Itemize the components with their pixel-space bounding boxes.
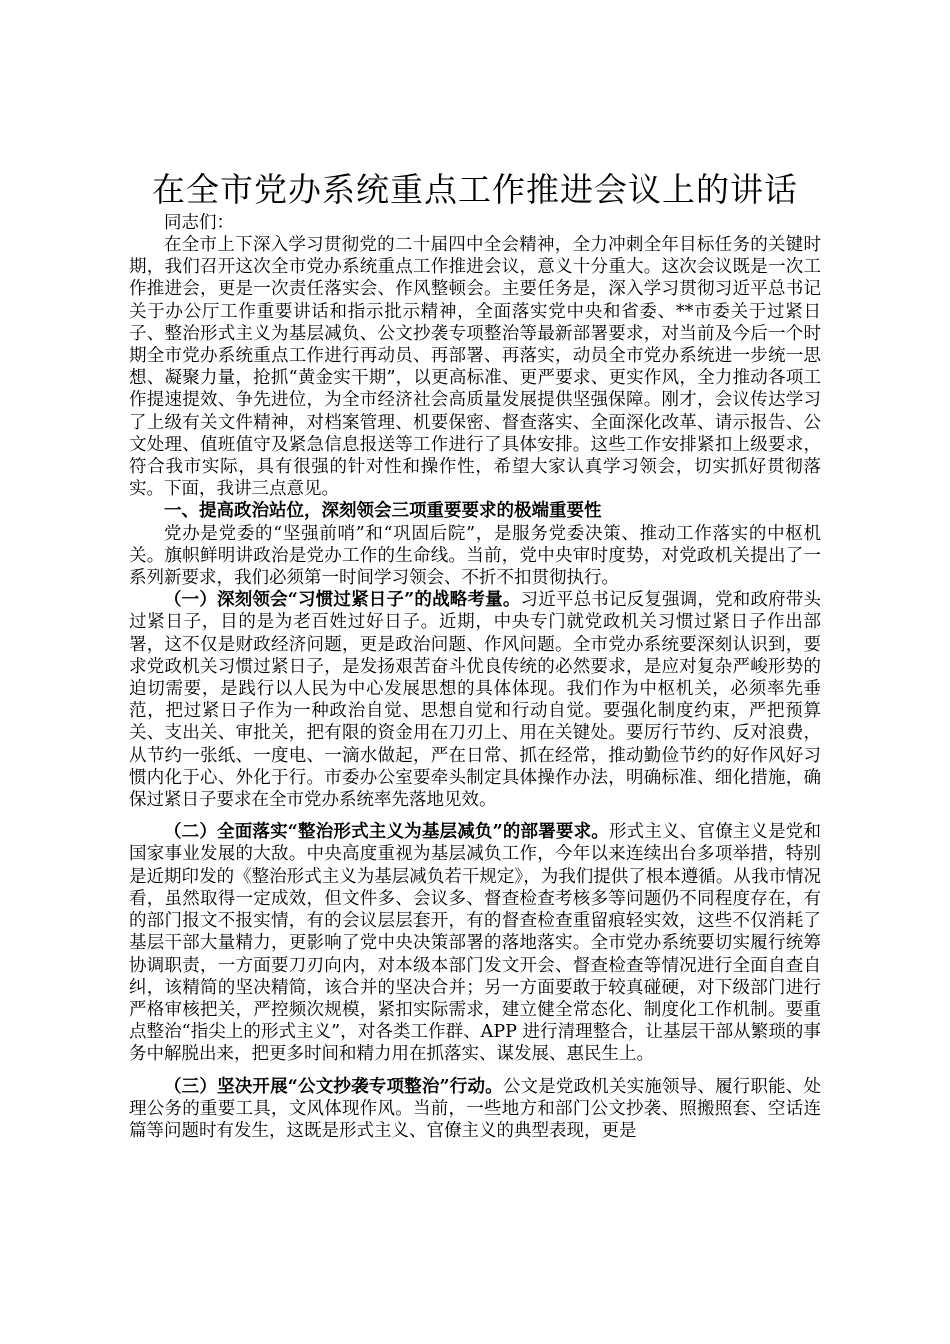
subsection-1-paragraph xyxy=(129,589,821,811)
subsection-2-body: 形式主义、官僚主义是党和国家事业发展的大敌。中央高度重视为基层减负工作，今年以来连续出台多项举措，特别是近期印发的《整治形式主义为基层减负若干规定》，为我们提供了根本遵循。从我市情况看，虽然取得一定成效，但文件多、会议多、督查检查考核多等问题仍不同程度存在，有的部门报文不报实情，有的会议层层套开，有的督查检查重留痕轻实效，这些不仅消耗了基层干部大量精力，更影响了党中央决策部署的落地落实。全市党办系统要切实履行统筹协调职责，一方面要刀刃向内，对本级本部门发文开会、督查检查等情况进行全面自查自纠，该精简的坚决精简，该合并的坚决合并；另一方面要敢于较真碰硬，对下级部门进行严格审核把关，严控频次规模，紧扣实际需求，建立健全常态化、制度化工作机制。要重点整治“指尖上的形式主义”，对各类工作群、APP 进行清理整合，让基层干部从繁琐的事务中解脱出来，把更多时间和精力用在抓落实、谋发展、惠民生上。 xyxy=(129,822,821,1065)
paragraph-gap xyxy=(129,1066,821,1076)
subsection-1-body: 习近平总书记反复强调，党和政府带头过紧日子，目的是为老百姓过好日子。近期，中央专门就党政机关习惯过紧日子作出部署，这不仅是财政经济问题，更是政治问题、作风问题。全市党办系统要深刻认识到，要求党政机关习惯过紧日子，是发扬艰苦奋斗优良传统的必然要求，是应对复杂严峻形势的迫切需要，是践行以人民为中心发展思想的具体体现。我们作为中枢机关，必须率先垂范，把过紧日子作为一种政治自觉、思想自觉和行动自觉。要强化制度约束，严把预算关、支出关、审批关，把有限的资金用在刀刃上、用在关键处。要厉行节约、反对浪费，从节约一张纸、一度电、一滴水做起，严在日常、抓在经常，推动勤俭节约的好作风好习惯内化于心、外化于行。市委办公室要牵头制定具体操作办法，明确标准、细化措施，确保过紧日子要求在全市党办系统率先落地见效。 xyxy=(129,590,821,811)
subsection-2-title: （二）全面落实“整治形式主义为基层减负”的部署要求。 xyxy=(164,822,609,843)
section-1-paragraph: 党办是党委的“坚强前哨”和“巩固后院”，是服务党委决策、推动工作落实的中枢机关。旗帜鲜明讲政治是党办工作的生命线。当前，党中央审时度势，对党政机关提出了一系列新要求，我们必须第一时间学习领会、不折不扣贯彻执行。 xyxy=(129,523,821,589)
subsection-2-paragraph xyxy=(129,821,821,1065)
paragraph-gap xyxy=(129,811,821,821)
subsection-3-title: （三）坚决开展“公文抄袭专项整治”行动。 xyxy=(164,1076,503,1097)
subsection-1-title: （一）深刻领会“习惯过紧日子”的战略考量。 xyxy=(164,590,521,611)
section-1-heading: 一、提高政治站位，深刻领会三项重要要求的极端重要性 xyxy=(164,501,602,522)
subsection-3-body: 公文是党政机关实施领导、履行职能、处理公务的重要工具，文风体现作风。当前，一些地方和部门公文抄袭、照搬照套、空话连篇等问题时有发生，这既是形式主义、官僚主义的典型表现，更是 xyxy=(129,1076,821,1141)
intro-paragraph: 在全市上下深入学习贯彻党的二十届四中全会精神，全力冲刺全年目标任务的关键时期，我们召开这次全市党办系统重点工作推进会议，意义十分重大。这次会议既是一次工作推进会，更是一次责任落实会、作风整顿会。主要任务是，深入学习贯彻习近平总书记关于办公厅工作重要讲话和指示批示精神，全面落实党中央和省委、**市委关于过紧日子、整治形式主义为基层减负、公文抄袭专项整治等最新部署要求，对当前及今后一个时期全市党办系统重点工作进行再动员、再部署、再落实，动员全市党办系统进一步统一思想、凝聚力量，抢抓“黄金实干期”，以更高标准、更严要求、更实作风，全力推动各项工作提速提效、争先进位，为全市经济社会高质量发展提供坚强保障。刚才，会议传达学习了上级有关文件精神，对档案管理、机要保密、督查落实、全面深化改革、请示报告、公文处理、值班值守及紧急信息报送等工作进行了具体安排。这些工作安排紧扣上级要求，符合我市实际，具有很强的针对性和操作性，希望大家认真学习领会，切实抓好贯彻落实。下面，我讲三点意见。 xyxy=(129,235,821,500)
document-page xyxy=(129,170,821,1142)
greeting: 同志们： xyxy=(164,213,234,233)
document-title: 在全市党办系统重点工作推进会议上的讲话 xyxy=(152,170,798,209)
subsection-3-paragraph xyxy=(129,1076,821,1143)
